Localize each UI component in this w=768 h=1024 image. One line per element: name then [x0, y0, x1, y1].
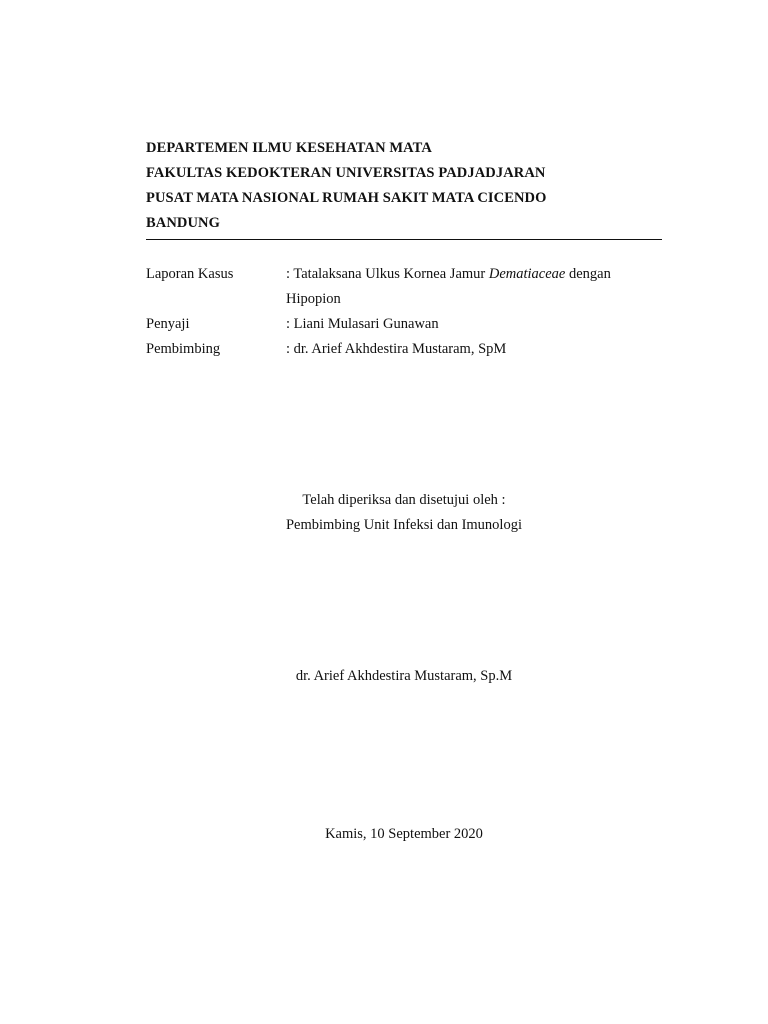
approval-unit: Pembimbing Unit Infeksi dan Imunologi — [285, 517, 522, 533]
approval-block — [146, 488, 662, 538]
header-divider — [146, 239, 662, 240]
supervisor-value: : dr. Arief Akhdestira Mustaram, SpM — [286, 341, 507, 357]
report-title-italic: Dematiaceae — [488, 266, 566, 282]
department-name: DEPARTEMEN ILMU KESEHATAN MATA — [146, 140, 432, 156]
report-title-suffix: dengan — [565, 266, 611, 282]
presenter-label: Penyaji — [146, 316, 190, 332]
signatory-block — [146, 664, 662, 689]
document-date: Kamis, 10 September 2020 — [325, 826, 483, 842]
hospital-name: PUSAT MATA NASIONAL RUMAH SAKIT MATA CICENDO — [146, 190, 547, 206]
supervisor-label: Pembimbing — [146, 341, 221, 357]
institution-header — [146, 136, 662, 236]
report-title-continuation-row — [146, 287, 662, 312]
presenter-row — [146, 312, 662, 337]
empty-label — [146, 287, 286, 312]
report-info — [146, 262, 662, 362]
presenter-value: : Liani Mulasari Gunawan — [286, 316, 439, 332]
signatory-name: dr. Arief Akhdestira Mustaram, Sp.M — [295, 668, 513, 684]
report-title-continuation: Hipopion — [286, 291, 341, 307]
report-title-value — [286, 262, 662, 287]
faculty-name: FAKULTAS KEDOKTERAN UNIVERSITAS PADJADJARAN — [146, 165, 546, 181]
city-name: BANDUNG — [146, 215, 221, 231]
date-block — [146, 822, 662, 847]
approval-statement: Telah diperiksa dan disetujui oleh : — [302, 492, 506, 508]
report-title-prefix: : Tatalaksana Ulkus Kornea Jamur — [286, 266, 489, 282]
report-title-label: Laporan Kasus — [146, 266, 234, 282]
report-title-row — [146, 262, 662, 287]
supervisor-row — [146, 337, 662, 362]
